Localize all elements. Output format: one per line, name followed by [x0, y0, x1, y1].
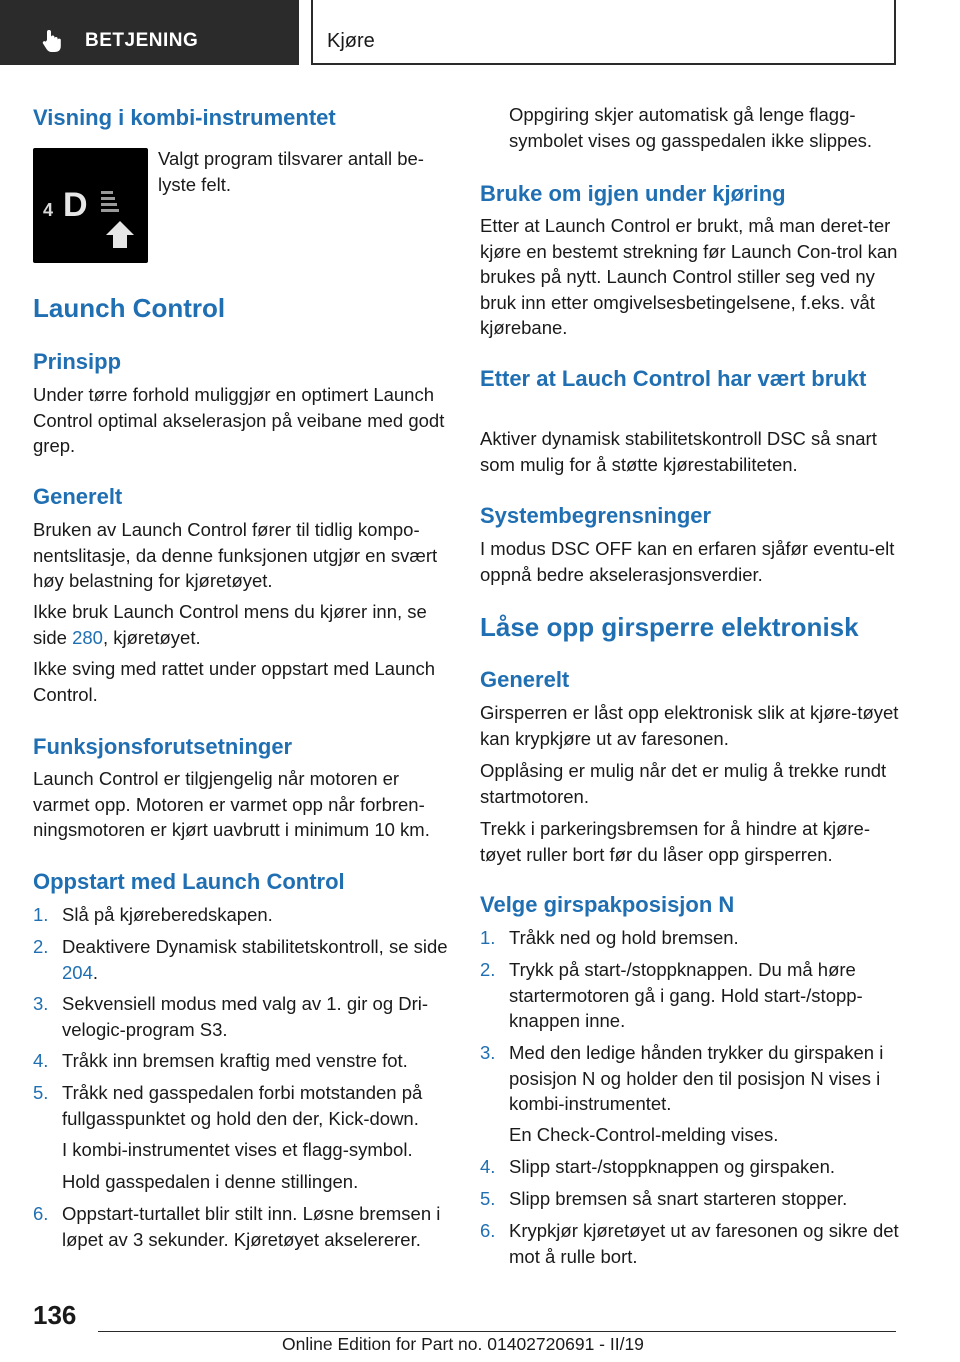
- velge-heading: Velge girspakposisjon N: [480, 892, 735, 917]
- laase-opp-heading: Låse opp girsperre elektronisk: [480, 612, 859, 642]
- generelt-right-paragraph-3: Trekk i parkeringsbremsen for å hindre at kjøre-tøyet ruller bort før du låser opp girsperren.: [480, 818, 871, 865]
- page-number: 136: [33, 1300, 77, 1330]
- prinsipp-heading: Prinsipp: [33, 349, 122, 374]
- oppstart-heading: Oppstart med Launch Control: [33, 869, 345, 894]
- list-text: En Check-Control-melding vises.: [509, 1124, 779, 1145]
- upshift-arrow-icon: [106, 221, 134, 248]
- bruke-igjen-text: Etter at Launch Control er brukt, må man deret-ter kjøre en bestemt strekning før Launch Con-trol kan brukes på nytt. Launch Control stiller seg ved ny bruk inn etter omgivelsesbetingelsene, f.eks. våt kjørebane.: [480, 215, 898, 338]
- continued-text: Oppgiring skjer automatisk gå lenge flagg-symbolet vises og gasspedalen ikke slippes.: [509, 104, 872, 151]
- generelt-p2-tail: , kjøretøyet.: [102, 626, 201, 648]
- generelt-right-paragraph-1: Girsperren er låst opp elektronisk slik at kjøre-tøyet kan krypkjøre ut av faresonen.: [480, 702, 899, 749]
- generelt-paragraph-3: Ikke sving med rattet under oppstart med Launch Control.: [33, 658, 436, 705]
- list-number: 2.: [33, 936, 49, 957]
- chapter-title: Kjøre: [327, 30, 375, 52]
- systembegrensninger-text: I modus DSC OFF kan en erfaren sjåfør eventu-elt oppnå bedre akselerasjonsverdier.: [480, 538, 895, 585]
- list-text: Sekvensiell modus med valg av 1. gir og Dri-velogic-program S3.: [62, 993, 429, 1040]
- page-link-280[interactable]: 280: [72, 626, 103, 648]
- list-text-part: Deaktivere Dynamisk stabilitetskontroll, se side: [62, 936, 448, 957]
- funksjonsforutsetninger-heading: Funksjonsforutsetninger: [33, 734, 293, 759]
- header-section-tab: [0, 0, 299, 65]
- list-number: 4.: [33, 1050, 49, 1071]
- list-number: 4.: [480, 1156, 496, 1177]
- list-text: Slå på kjøreberedskapen.: [62, 904, 273, 925]
- generelt-paragraph-2: [33, 599, 453, 650]
- kombi-mode-letter: D: [63, 186, 88, 224]
- generelt-heading: Generelt: [33, 484, 123, 509]
- list-number: 3.: [480, 1042, 496, 1063]
- list-text-tail: .: [92, 961, 99, 983]
- list-number: 3.: [33, 993, 49, 1014]
- launch-control-heading: Launch Control: [33, 293, 226, 323]
- generelt-heading-right: Generelt: [480, 667, 570, 692]
- list-number: 5.: [33, 1082, 49, 1103]
- drive-mode-4d-icon: [33, 148, 148, 263]
- list-number: 6.: [33, 1203, 49, 1224]
- list-text: Tråkk ned og hold bremsen.: [509, 927, 739, 948]
- etter-heading: Etter at Lauch Control har vært brukt: [480, 366, 867, 391]
- page-link-204[interactable]: 204: [62, 961, 93, 983]
- footer-divider: [98, 1331, 896, 1332]
- kombi-gear-number: 4: [43, 200, 54, 220]
- kombi-display-image: [33, 148, 148, 263]
- list-text: Oppstart-turtallet blir stilt inn. Løsne bremsen i løpet av 3 sekunder. Kjøretøyet akselererer.: [62, 1203, 441, 1250]
- kombi-text: Valgt program tilsvarer antall be-lyste felt.: [158, 148, 424, 195]
- list-text: Trykk på start-/stoppknappen. Du må høre startermotoren gå i gang. Hold start-/stopp-knappen inne.: [509, 959, 863, 1031]
- generelt-p2-text: Ikke bruk Launch Control mens du kjører inn, se side: [33, 601, 427, 648]
- list-text: Hold gasspedalen i denne stillingen.: [62, 1171, 359, 1192]
- list-text: [62, 934, 454, 985]
- list-number: 2.: [480, 959, 496, 980]
- list-text: Tråkk inn bremsen kraftig med venstre fot.: [62, 1050, 408, 1071]
- list-number: 1.: [480, 927, 496, 948]
- section-title: BETJENING: [85, 30, 199, 51]
- systembegrensninger-heading: Systembegrensninger: [480, 503, 712, 528]
- generelt-right-paragraph-2: Opplåsing er mulig når det er mulig å trekke rundt startmotoren.: [480, 760, 887, 807]
- kombi-heading: Visning i kombi-instrumentet: [33, 105, 336, 130]
- etter-text: Aktiver dynamisk stabilitetskontroll DSC så snart som mulig for å støtte kjørestabiliteten.: [480, 428, 877, 475]
- bruke-igjen-heading: Bruke om igjen under kjøring: [480, 181, 786, 206]
- hand-pointer-icon: [40, 28, 66, 54]
- list-number: 1.: [33, 904, 49, 925]
- generelt-paragraph-1: Bruken av Launch Control fører til tidlig kompo-nentslitasje, da denne funksjonen utgjør en svært høy belastning for kjøretøyet.: [33, 519, 438, 591]
- list-text: Med den ledige hånden trykker du girspaken i posisjon N og holder den til posisjon N vises i kombi-instrumentet.: [509, 1042, 884, 1114]
- edition-footer: Online Edition for Part no. 01402720691 - II/19: [282, 1334, 644, 1354]
- funksjonsforutsetninger-text: Launch Control er tilgjengelig når motoren er varmet opp. Motoren er varmet opp når forbren-ningsmotoren er kjørt uavbrutt i minimum 10 km.: [33, 768, 430, 840]
- list-text: I kombi-instrumentet vises et flagg-symbol.: [62, 1139, 413, 1160]
- list-text: Slipp start-/stoppknappen og girspaken.: [509, 1156, 836, 1177]
- list-text: Krypkjør kjøretøyet ut av faresonen og sikre det mot å rulle bort.: [509, 1220, 899, 1267]
- list-text: Slipp bremsen så snart starteren stopper.: [509, 1188, 848, 1209]
- list-number: 5.: [480, 1188, 496, 1209]
- list-number: 6.: [480, 1220, 496, 1241]
- prinsipp-text: Under tørre forhold muliggjør en optimert Launch Control optimal akselerasjon på veibane med godt grep.: [33, 384, 445, 456]
- header-chapter-box: [311, 0, 896, 65]
- list-text: Tråkk ned gasspedalen forbi motstanden på fullgasspunktet og hold den der, Kick-down.: [62, 1082, 423, 1129]
